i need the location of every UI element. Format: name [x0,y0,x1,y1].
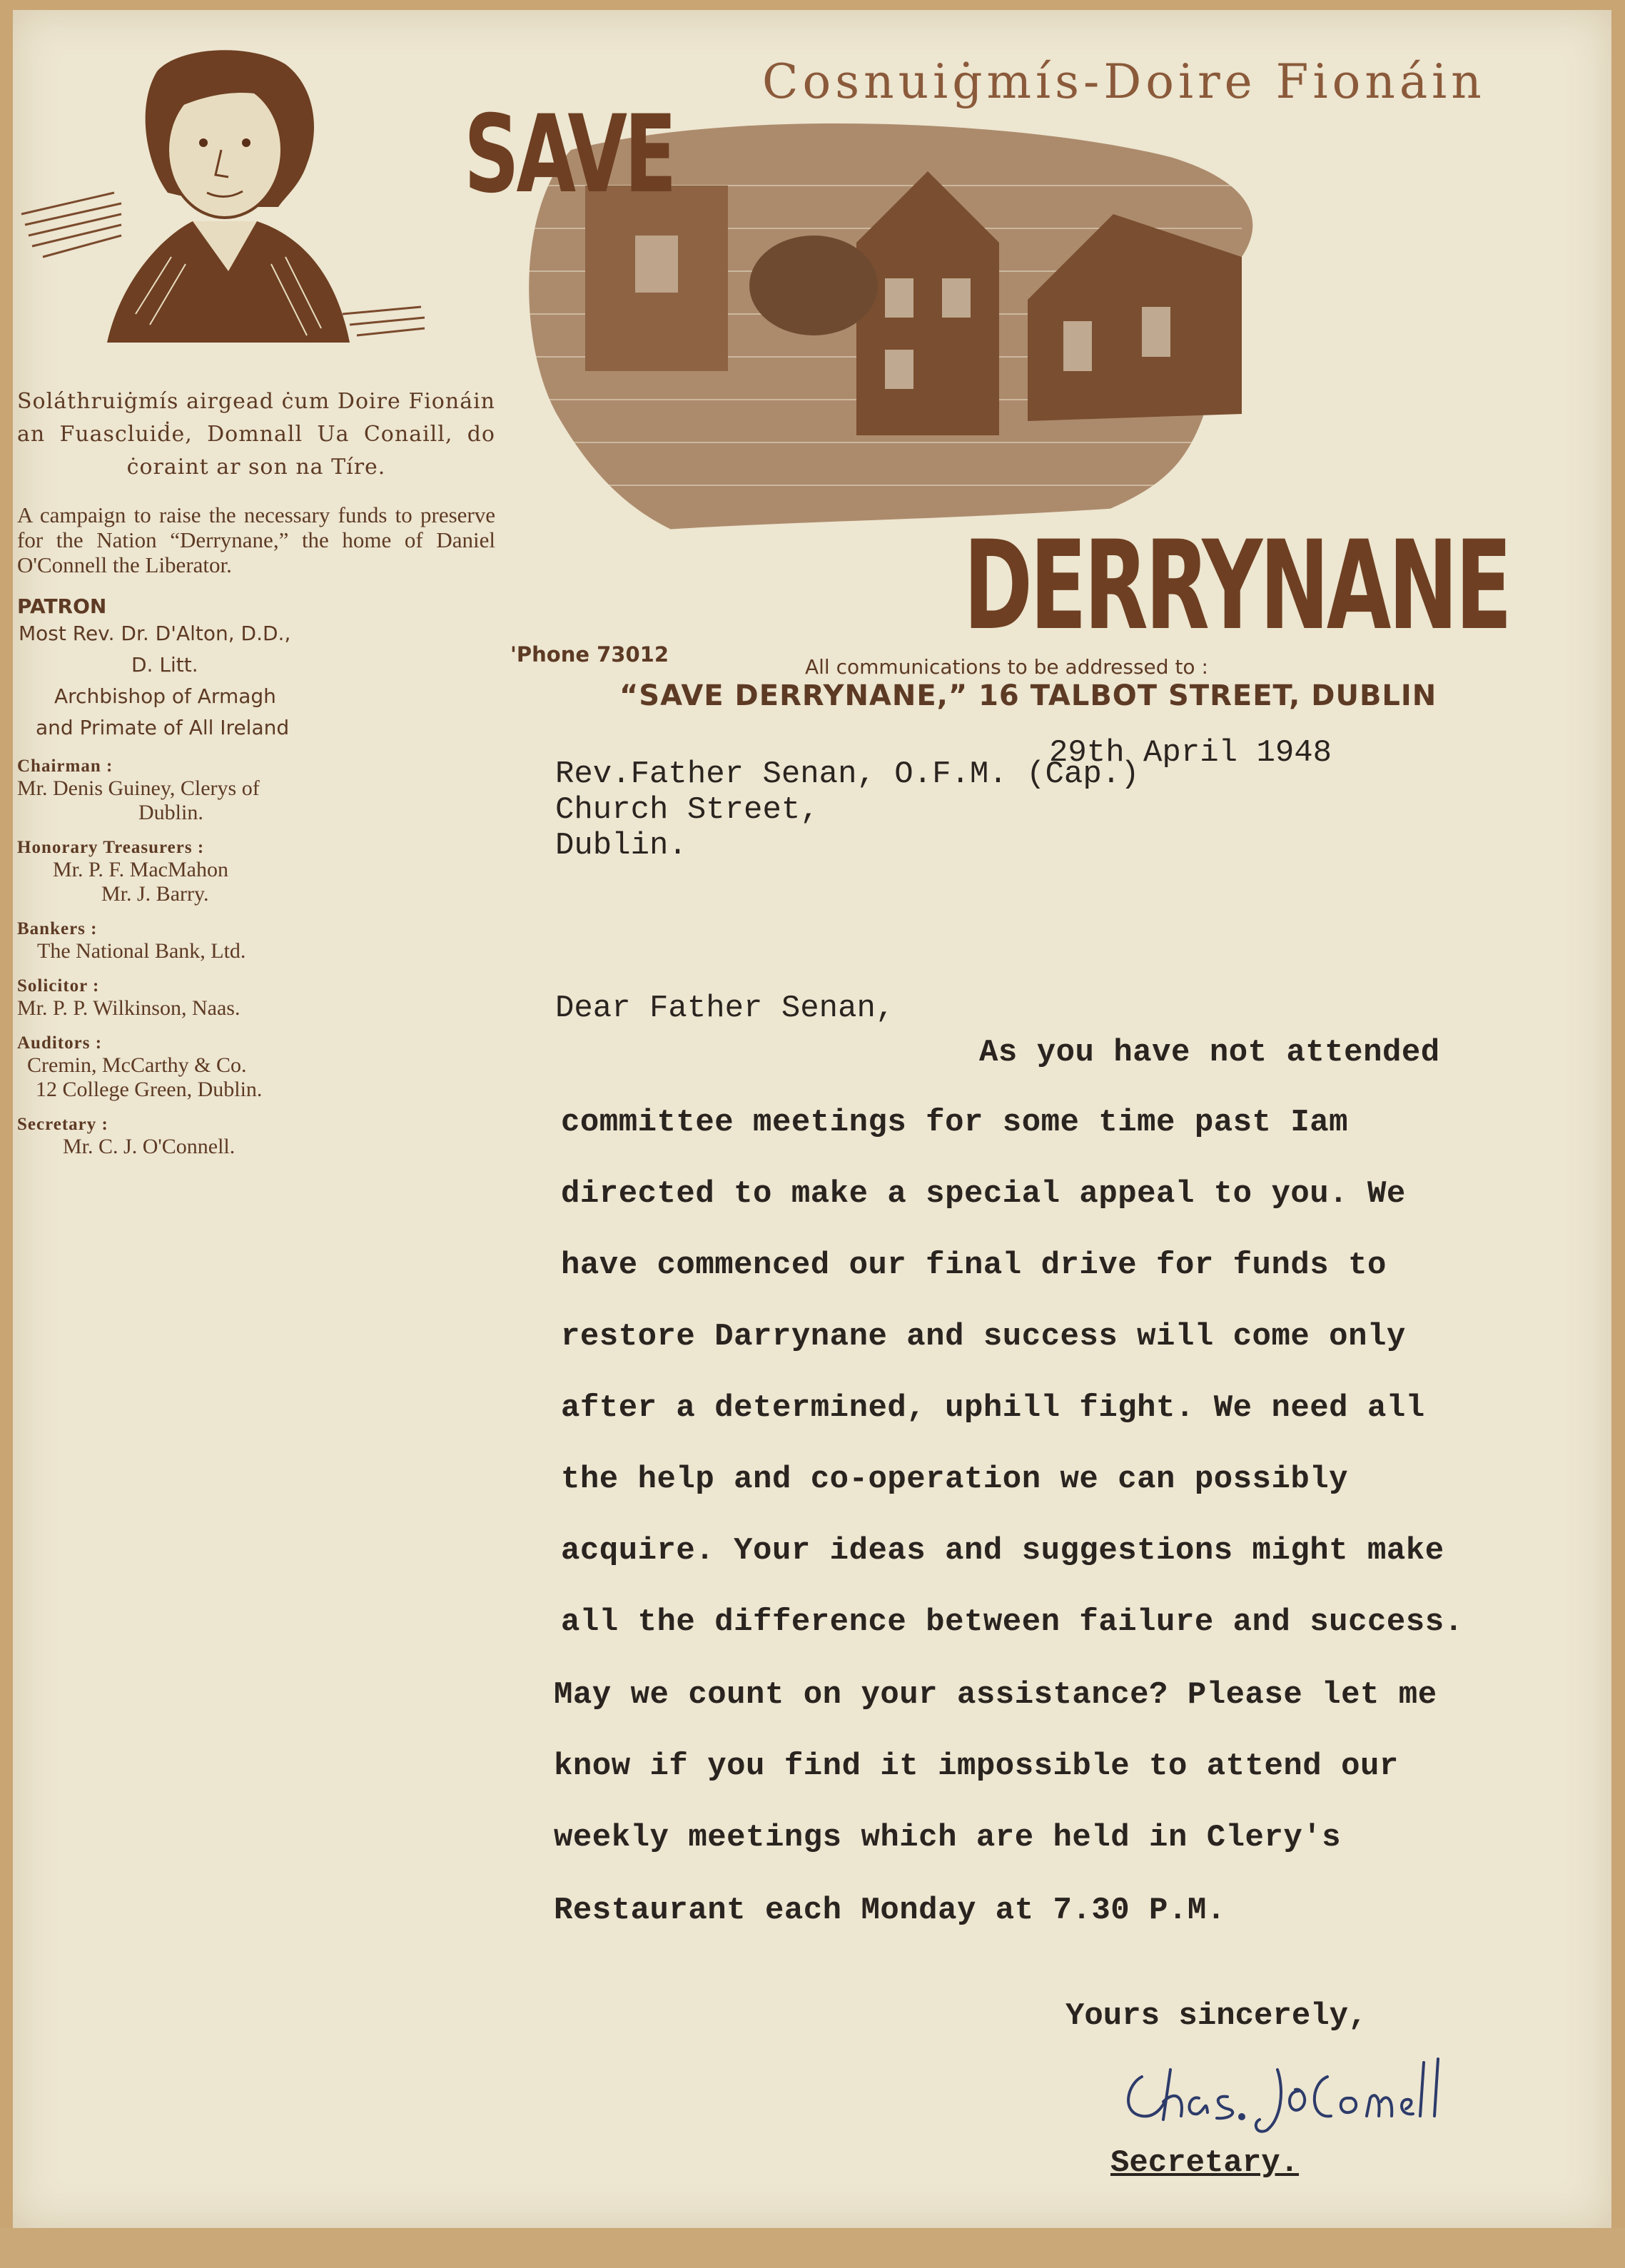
body-line: Restaurant each Monday at 7.30 P.M. [554,1893,1226,1928]
body-line: restore Darrynane and success will come only [561,1319,1406,1355]
recipient-line: Church Street, [555,792,819,828]
derrynane-wordmark: DERRYNANE [963,514,1509,657]
body-line: May we count on your assistance? Please let me [554,1677,1437,1713]
phone-number: 'Phone 73012 [510,642,669,667]
body-line: As you have not attended [979,1035,1440,1070]
paper-edge [0,2228,1625,2268]
save-wordmark: SAVE [464,93,674,217]
communications-note: All communications to be addressed to : [805,655,1208,679]
irish-title: Cosnuiġmís-Doire Fionáin [762,54,1486,109]
body-line: directed to make a special appeal to you. We [561,1176,1406,1212]
section-line: The National Bank, Ltd. [37,939,246,963]
section-line: Mr. J. Barry. [101,882,209,906]
patron-line: Most Rev. Dr. D'Alton, D.D., [19,622,291,645]
patron-line: Archbishop of Armagh [54,684,276,708]
section-heading: Secretary : [17,1115,108,1134]
committee-section [17,756,495,1159]
sidebar [17,385,495,1159]
section-line: Cremin, McCarthy & Co. [27,1053,247,1077]
patron-line: D. Litt. [131,653,198,677]
section-line: Mr. Denis Guiney, Clerys of [17,776,260,800]
campaign-text: A campaign to raise the necessary funds to preserve for the Nation “Derrynane,” the home of Daniel O'Connell the Liberator. [17,502,495,577]
recipient-address [555,756,1140,864]
section-heading: Auditors : [17,1033,103,1053]
body-line: the help and co-operation we can possibly [561,1462,1349,1497]
section-heading: Chairman : [17,756,113,776]
patron-line: and Primate of All Ireland [36,716,290,739]
section-heading: Solicitor : [17,976,100,996]
irish-appeal-text: Soláthruiġmís airgead ċum Doire Fionáin an Fuascluiḋe, Domnall Ua Conaill, do ċoraint ar son na Tíre. [17,389,495,480]
body-line: know if you find it impossible to attend our [554,1748,1399,1784]
body-line: after a determined, uphill fight. We need all [561,1390,1425,1426]
section-line: Mr. P. F. MacMahon [53,858,228,881]
salutation: Dear Father Senan, [555,991,895,1026]
office-address: “SAVE DERRYNANE,” 16 TALBOT STREET, DUBLIN [619,679,1437,712]
section-line: Mr. C. J. O'Connell. [63,1135,236,1158]
handwritten-signature [1113,2048,1456,2141]
recipient-line: Rev.Father Senan, O.F.M. (Cap.) [555,756,1140,792]
body-line: have commenced our final drive for funds to [561,1247,1387,1283]
section-heading: Honorary Treasurers : [17,838,205,857]
body-line: weekly meetings which are held in Clery's [554,1820,1342,1856]
section-line: Dublin. [138,801,203,824]
recipient-line: Dublin. [555,828,687,864]
section-line: Mr. P. P. Wilkinson, Naas. [17,996,241,1020]
section-heading: Bankers : [17,919,98,938]
body-line: committee meetings for some time past Iam [561,1105,1349,1140]
portrait-illustration [14,43,428,357]
closing-phrase: Yours sincerely, [1065,1998,1367,2034]
patron-details [17,618,495,744]
signoff-title: Secretary. [1110,2145,1300,2181]
letter-date: 29th April 1948 [1049,735,1332,771]
section-line: 12 College Green, Dublin. [36,1078,263,1101]
body-line: acquire. Your ideas and suggestions might make [561,1533,1444,1569]
body-line: all the difference between failure and success. [561,1604,1464,1640]
patron-heading: PATRON [17,594,107,618]
